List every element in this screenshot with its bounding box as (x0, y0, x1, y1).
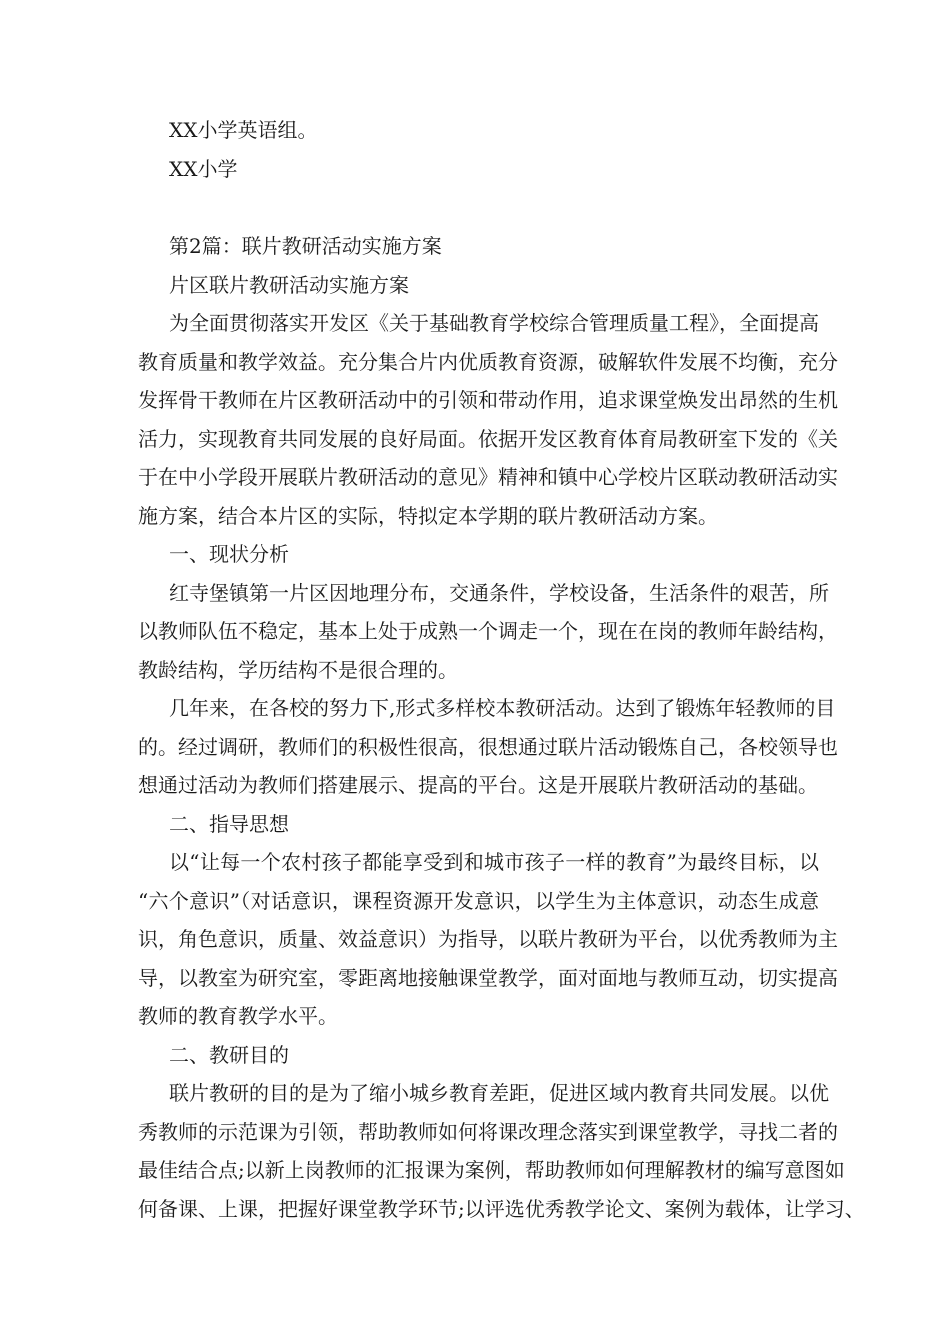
guiding-para-line: 以“让每一个农村孩子都能享受到和城市孩子一样的教育”为最终目标，以 (169, 850, 819, 874)
intro-line: 为全面贯彻落实开发区《关于基础教育学校综合管理质量工程》，全面提高 (169, 311, 819, 335)
intro-line: 教育质量和教学效益。充分集合片内优质教育资源，破解软件发展不均衡，充分 (138, 350, 838, 374)
guiding-para-line: 教师的教育教学水平。 (138, 1004, 338, 1028)
article-title: 片区联片教研活动实施方案 (169, 273, 409, 297)
status-para2-line: 几年来，在各校的努力下,形式多样校本教研活动。达到了锻炼年轻教师的目 (169, 696, 836, 720)
guiding-para-line: 识，角色意识，质量、效益意识）为指导，以联片教研为平台，以优秀教师为主 (138, 927, 838, 951)
status-para2-line: 想通过活动为教师们搭建展示、提高的平台。这是开展联片教研活动的基础。 (138, 773, 818, 797)
intro-line: 于在中小学段开展联片教研活动的意见》精神和镇中心学校片区联动教研活动实 (138, 465, 838, 489)
status-para1-line: 教龄结构，学历结构不是很合理的。 (138, 658, 458, 682)
status-para1-line: 红寺堡镇第一片区因地理分布，交通条件，学校设备，生活条件的艰苦，所 (169, 581, 829, 605)
purpose-para-line: 秀教师的示范课为引领，帮助教师如何将课改理念落实到课堂教学，寻找二者的 (138, 1120, 838, 1144)
intro-line: 施方案，结合本片区的实际，特拟定本学期的联片教研活动方案。 (138, 504, 718, 528)
purpose-para-line: 最佳结合点;以新上岗教师的汇报课为案例，帮助教师如何理解教材的编写意图如 (138, 1158, 845, 1182)
status-para1-line: 以教师队伍不稳定，基本上处于成熟一个调走一个，现在在岗的教师年龄结构， (138, 619, 838, 643)
intro-line: 活力，实现教育共同发展的良好局面。依据开发区教育体育局教研室下发的《关 (138, 427, 838, 451)
status-para2-line: 的。经过调研，教师们的积极性很高，很想通过联片活动锻炼自己，各校领导也 (138, 735, 838, 759)
closing-school: XX小学 (169, 157, 238, 181)
article-heading: 第2篇：联片教研活动实施方案 (169, 234, 442, 258)
guiding-para-line: 导，以教室为研究室，零距离地接触课堂教学，面对面地与教师互动，切实提高 (138, 966, 838, 990)
purpose-para-line: 何备课、上课，把握好课堂教学环节;以评选优秀教学论文、案例为载体，让学习、 (138, 1197, 865, 1221)
guiding-para-line: “六个意识”（对话意识，课程资源开发意识，以学生为主体意识，动态生成意 (138, 889, 819, 913)
intro-line: 发挥骨干教师在片区教研活动中的引领和带动作用，追求课堂焕发出昂然的生机 (138, 388, 838, 412)
purpose-para-line: 联片教研的目的是为了缩小城乡教育差距，促进区域内教育共同发展。以优 (169, 1081, 829, 1105)
closing-signature: XX小学英语组。 (169, 118, 318, 142)
section-heading-status: 一、现状分析 (169, 542, 289, 566)
section-heading-purpose: 二、教研目的 (169, 1043, 289, 1067)
section-heading-guiding: 二、指导思想 (169, 812, 289, 836)
